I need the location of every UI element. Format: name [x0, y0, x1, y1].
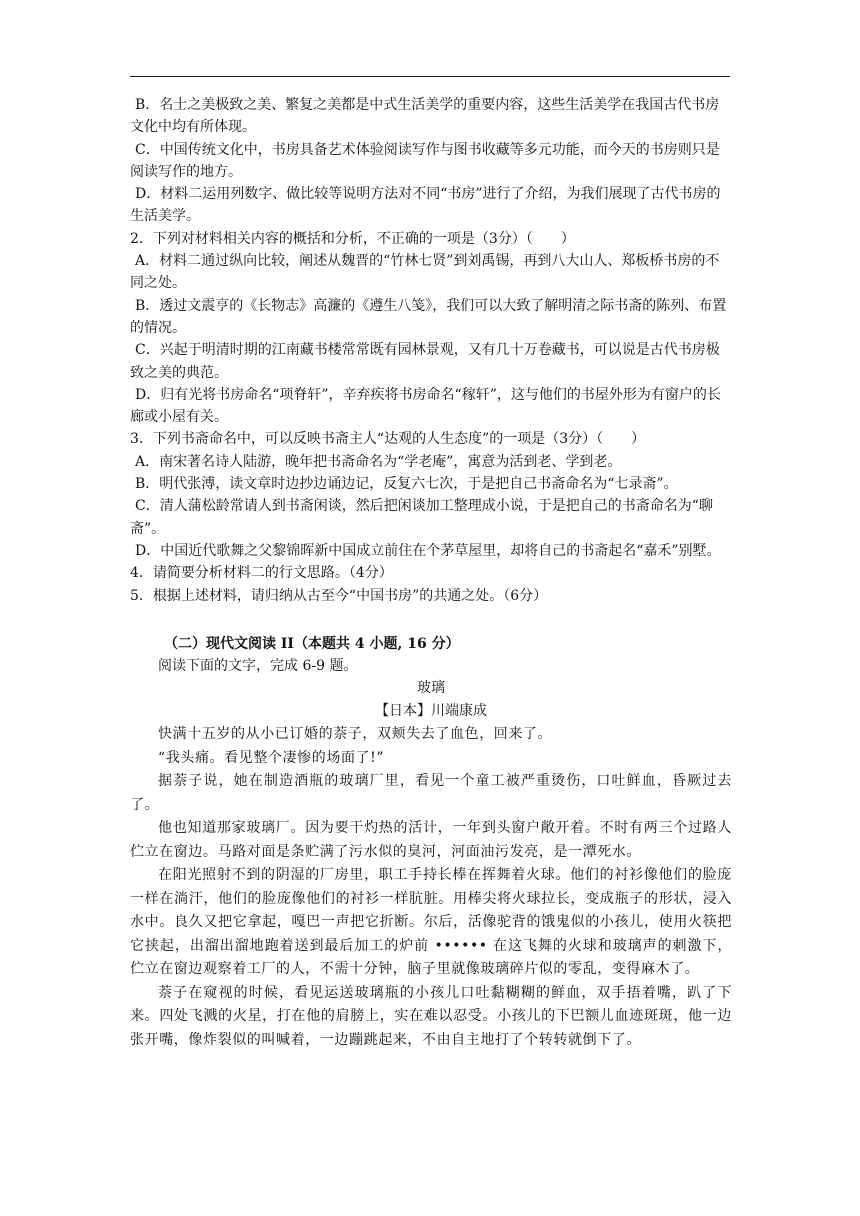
q3-stem: 3．下列书斋命名中，可以反映书斋主人“达观的人生态度”的一项是（3分）（ ）: [130, 431, 646, 448]
q1-option-d: D．材料二运用列数字、做比较等说明方法对不同“书房”进行了介绍，为我们展现了古代书房的生活美学。: [130, 186, 721, 225]
document-body: [130, 94, 732, 1052]
q5-stem: 5．根据上述材料，请归纳从古至今“中国书房”的共通之处。（6分）: [130, 587, 548, 604]
story-title: 玻璃: [417, 680, 445, 697]
q2-stem: 2．下列对材料相关内容的概括和分析，不正确的一项是（3分）（ ）: [130, 230, 575, 247]
section-instruction: 阅读下面的文字，完成 6-9 题。: [158, 658, 358, 675]
story-paragraph: 据萘子说，她在制造酒瓶的玻璃厂里，看见一个童工被严重烫伤，口吐鲜血，昏厥过去了。: [130, 773, 732, 813]
story-paragraph: 他也知道那家玻璃厂。因为要干灼热的活计，一年到头窗户敞开着。不时有两三个过路人伫立在窗边。马路对面是条贮满了污水似的臭河，河面油污发亮，是一潭死水。: [130, 820, 732, 860]
story-paragraph: “我头痛。看见整个凄惨的场面了!”: [158, 749, 385, 766]
q3-option-a: A．南宋著名诗人陆游，晚年把书斋命名为“学老庵”，寓意为活到老、学到老。: [135, 453, 622, 470]
story-paragraph: 在阳光照射不到的阴湿的厂房里，职工手持长棒在挥舞着火球。他们的衬衫像他们的脸庞一样在淌汗，他们的脸庞像他们的衬衫一样肮脏。用棒尖将火球拉长，变成瓶子的形状，浸入水中。良久又把它拿起，嘎巴一声把它折断。尔后，活像驼背的饿鬼似的小孩儿，使用火筷把它挟起，出溜出溜地跑着送到最后加工的炉前 •••••• 在这飞舞的火球和玻璃声的刺激下，伫立在窗边观察着工厂的人，不需十分钟，脑子里就像玻璃碎片似的零乱，变得麻木了。: [130, 867, 732, 978]
story-paragraph: 快满十五岁的从小已订婚的萘子，双颊失去了血色，回来了。: [158, 726, 553, 743]
q3-option-b: B．明代张溥，读文章时边抄边诵边记，反复六七次，于是把自己书斋命名为“七录斋”。: [135, 476, 678, 493]
q1-option-b: B．名士之美极致之美、繁复之美都是中式生活美学的重要内容，这些生活美学在我国古代书房文化中均有所体现。: [130, 97, 720, 136]
q4-stem: 4．请简要分析材料二的行文思路。（4分）: [130, 565, 393, 582]
q2-option-d: D．归有光将书房命名“项脊轩”，辛弃疾将书房命名“稼轩”，这与他们的书屋外形为有窗户的长廊或小屋有关。: [130, 386, 721, 426]
q2-option-c: C．兴起于明清时期的江南藏书楼常常既有园林景观，又有几十万卷藏书，可以说是古代书房极致之美的典范。: [130, 342, 720, 381]
story-text: [130, 723, 732, 1052]
q1-option-c: C．中国传统文化中，书房具备艺术体验阅读写作与图书收藏等多元功能，而今天的书房则只是阅读写作的地方。: [130, 141, 720, 180]
q3-option-d: D．中国近代歌舞之父黎锦晖新中国成立前住在个茅草屋里，却将自己的书斋起名“嘉禾”别墅。: [135, 542, 721, 559]
q2-option-a: A．材料二通过纵向比较，阐述从魏晋的“竹林七贤”到刘禹锡，再到八大山人、郑板桥书房的不同之处。: [130, 253, 720, 292]
story-author: 【日本】川端康成: [375, 702, 487, 719]
q3-option-c: C．清人蒲松龄常请人到书斋闲谈，然后把闲谈加工整理成小说，于是把自己的书斋命名为“聊斋”。: [130, 498, 713, 537]
q2-option-b: B．透过文震亨的《长物志》高濂的《遵生八笺》，我们可以大致了解明清之际书斋的陈列、布置的情况。: [130, 297, 727, 336]
story-paragraph: 萘子在窥视的时候，看见运送玻璃瓶的小孩儿口吐黏糊糊的鲜血，双手捂着嘴，趴了下来。四处飞溅的火星，打在他的肩膀上，实在难以忍受。小孩儿的下巴额儿血迹斑斑，他一边张开嘴，像炸裂似的叫喊着，一边蹦跳起来，不由自主地打了个转转就倒下了。: [130, 984, 732, 1048]
section-heading: （二）现代文阅读 II（本题共 4 小题, 16 分）: [164, 635, 460, 652]
header-rule: [130, 76, 730, 77]
